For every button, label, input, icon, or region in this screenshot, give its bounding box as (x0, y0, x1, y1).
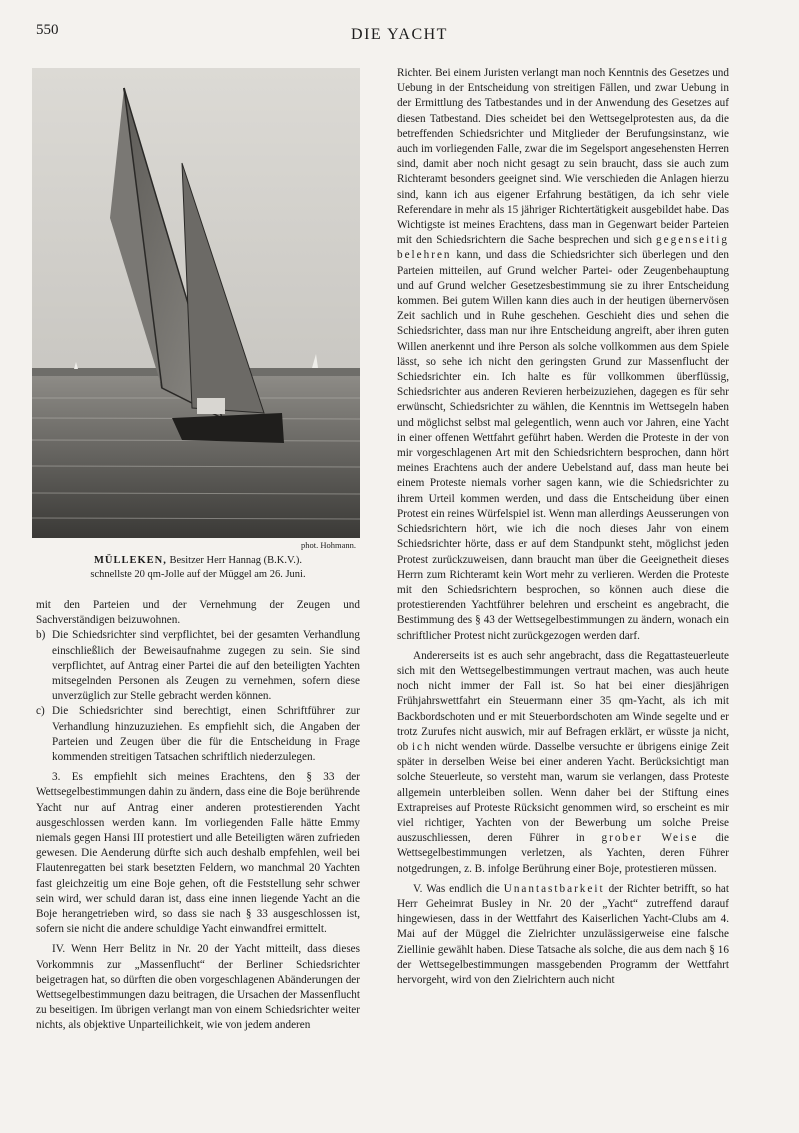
text-run: der Richter betrifft, so hat Herr Geheimrat Busley in Nr. 20 der „Yacht“ zutreffend darauf hingewiesen, dass in der Wettfahrt des Kaiserlichen Yacht-Clubs am 4. Mai auf der Müggel die Zielrichter unzulässigerweise eine falsche Ziellinie gewählt haben. Diese Tatsache als solche, die aus dem nach § 16 der Wettsegelbestimmungen massgebenden Programm der Wettfahrt hervorgeht, wird von den Zielrichtern auch nicht (397, 882, 729, 986)
text-run: Richter. Bei einem Juristen verlangt man noch Kenntnis des Gesetzes und Uebung in der Entscheidung von streitigen Fällen, und zwar Uebung in der Ermittlung des Tatbestandes und in der Anwendung des Gesetzes auf diesen Tatbestand. Dies scheidet bei den Wettsegelprotesten aus, da die betreffenden Schiedsrichter und Mitglieder der Berufungsinstanz, wie auch im vorliegenden Falle, zwar die im Segelsport angesehensten Herren sind, damit aber noch nicht gesagt zu sein braucht, dass sie auch zum Richteramt besonders geeignet sind. Wie verschieden die Anlagen hierzu sind, kann ich aus eigener Erfahrung bestätigen, da ich sehr viele Referendare in mehr als 15 jähriger Richtertätigkeit ausgebildet habe. Das Wichtigste ist meines Erachtens, dass man in Gegenwart beider Parteien mit den Schiedsrichtern die Sache besprechen und sich (397, 67, 729, 247)
text-run: nicht wenden würde. Dasselbe versuchte er übrigens einige Zeit später in derselben Weise bei einer anderen Yacht. Berücksichtigt man solche Steuerleute, so versteht man, warum sie verlangen, dass Proteste allgemein unterbleiben sollen. Wenn daher bei der Stiftung eines Extrapreises auf Proteste Rücksicht genommen wird, so erscheint es mir viel richtiger, Yachten von der Bewerbung um solche Preise auszuschliessen, deren Führer in (397, 740, 729, 845)
figure-caption (32, 554, 364, 582)
text-run: kann, und dass die Schiedsrichter sich überlegen und den Parteien mitteilen, auf Grund welcher Partei- oder Zeugenbehauptung und auf Grund welcher Gesetzesbestimmung sie zu ihrer Entscheidung kommen. Bei gutem Willen kann dies auch in der heutigen übernervösen Zeit sachlich und in Ruhe geschehen. Geschieht dies und sehen die Schiedsrichter, dass man nur ihre Entscheidung angreift, aber ihren guten Willen anerkennt und ihre Person als solche vollkommen aus dem Spiele lässt, so sehe ich nicht den geringsten Grund zur Massenflucht der Schiedsrichter ein. Ich halte es für vollkommen überflüssig, Schiedsrichter aus anderen Revieren herbeizuziehen, dagegen es für sehr erwünscht, Schiedsrichter zu wählen, die Kenntnis im Wettsegeln haben und möglichst selbst mal gelegentlich, wenn auch vor Jahren, eine Yacht in einer offenen Wettfahrt geführt haben. Werden die Proteste in der von mir vorgeschlagenen Art mit den Schiedsrichtern besprochen, dann hört meines Erachtens auch der andere Uebelstand auf, dass man heute bei einem Proteste niemals vorher sagen kann, wie die Schiedsrichter zu ihrem Urteil kommen werden, und dass die Entscheidung über einen Protest ein reines Würfelspiel ist. Wenn man allerdings Aeusserungen von Schiedsrichtern hört, wie ich die noch dieses Jahr von einem Schiedsrichter hörte, dass er auf dem Standpunkt steht, möglichst jeden Protest zurückzuweisen, dann braucht man über die Geeignetheit dieses Herrn zum Richteramt kein Wort mehr zu verlieren. Werden die Proteste mit den Schiedsrichtern besprochen, so können auch diese die protestierenden Yachtführer belehren und erscheint es angebracht, die Bestimmung des § 43 der Wettsegelbestimmungen zu ändern, wonach ein schriftlicher Protest nicht zurückgezogen werden darf. (397, 249, 729, 642)
emphasis-text: Unantastbarkeit (503, 882, 605, 895)
caption-boat-name: MÜLLEKEN, (94, 555, 167, 566)
list-marker: c) (36, 705, 45, 718)
list-item-b (36, 628, 360, 704)
emphasis-text: gegenseitig belehren (397, 234, 729, 262)
journal-title: DIE YACHT (351, 26, 448, 43)
list-text: Die Schiedsrichter sind verpflichtet, bei der gesamten Verhandlung einschließlich der Beweisaufnahme zugegen zu sein. Sie sind verpflichtet, auf Antrag einer Partei die auf den beteiligten Yachten mitsegelnden Personen als Zeugen zu vernehmen, sofern diese unverzüglich zur Stelle gebracht werden können. (52, 629, 360, 703)
list-marker: b) (36, 629, 46, 642)
paragraph (397, 649, 729, 877)
text-run: V. Was endlich die (413, 882, 504, 895)
page-number: 550 (36, 22, 59, 38)
figure (32, 68, 364, 582)
paragraph (397, 882, 729, 988)
caption-owner: Besitzer Herr Hannag (B.K.V.). (166, 555, 302, 566)
left-column (36, 598, 360, 1034)
list-text: Die Schiedsrichter sind berechtigt, einen Schriftführer zur Verhandlung hinzuzuziehen. Es empfiehlt sich, die Angaben der Parteien und Zeugen über die für die Entscheidung in Frage kommenden streitigen Tatsachen schriftlich niederzulegen. (52, 705, 360, 764)
list-item-c (36, 704, 360, 765)
paragraph: mit den Parteien und der Vernehmung der Zeugen und Sachverständigen beizuwohnen. (36, 599, 360, 627)
text-run: die Wettsegelbestimmungen verletzen, als Yachten, deren Führer notgedrungen, z. B. infolge Berührung einer Boje, protestieren müssen. (397, 832, 729, 875)
sailboat-photo (32, 68, 360, 538)
text-run: Andererseits ist es auch sehr angebracht, dass die Regattasteuerleute sich mit den Wettsegelbestimmungen vertraut machen, was auch heute noch nicht immer der Fall ist. So hat bei einer diesjährigen Frühjahrswettfahrt ein Steuermann einer 35 qm-Yacht, als ich mit Backbordschoten und er mit Steuerbordschoten am Winde segelte und er trotz Zurufes nicht auswich, mir auf Befragen erklärt, er wüsste ja nicht, ob (397, 649, 729, 753)
photo-credit: phot. Hohmann. (300, 540, 356, 550)
caption-line-2: schnellste 20 qm-Jolle auf der Müggel am 26. Juni. (90, 569, 306, 580)
paragraph: 3. Es empfiehlt sich meines Erachtens, den § 33 der Wettsegelbestimmungen dahin zu ändern, dass eine die Boje berührende Yacht nur auf Antrag einer anderen protestierenden Yacht ausgeschlossen werden kann. Im vorliegenden Falle hätte Emmy niemals gegen Hansi III protestiert und alle Beteiligten wären zufrieden gewesen. Die Aenderung dürfte sich auch deshalb empfehlen, weil bei Flautenregatten bei stark besetzten Feldern, wo manchmal 20 Yachten fast gleichzeitig um eine Boje gehen, oft die Feststellung sehr schwer sein wird, wer schuld daran ist, dass eine innen liegende Yacht an die Boje herangetrieben wird, so dass sie nach § 33 ausgeschlossen ist, sofern sie nicht die andere schuldige Yacht einwandfrei ermittelt. (36, 771, 360, 936)
right-column (397, 66, 729, 988)
emphasis-text: grober Weise (601, 832, 699, 845)
paragraph (397, 66, 729, 644)
emphasis-text: ich (411, 740, 432, 753)
paragraph: IV. Wenn Herr Belitz in Nr. 20 der Yacht mitteilt, dass dieses Vorkommnis zur „Massenflucht“ der Berliner Schiedsrichter beigetragen hat, so dürften die oben vorgeschlagenen Abänderungen der Wettsegelbestimmungen dazu beitragen, die Ursachen der Massenflucht zu beseitigen. Im übrigen verlangt man von einem Schiedsrichter weiter nichts, als objektive Unparteilichkeit, wie von jedem anderen (36, 943, 360, 1032)
